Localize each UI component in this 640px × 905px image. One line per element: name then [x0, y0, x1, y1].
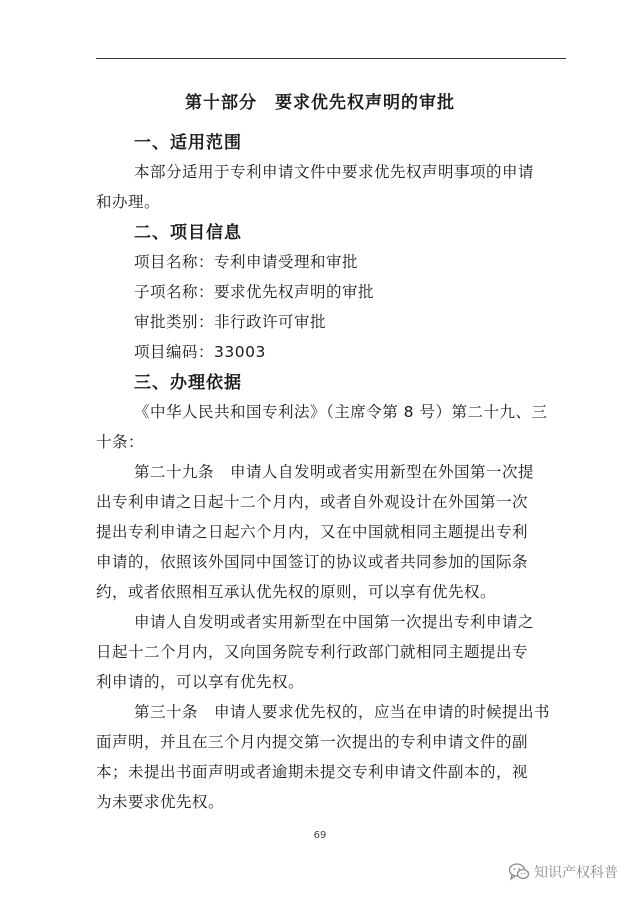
article29-line: 第二十九条 申请人自发明或者实用新型在外国第一次提 — [134, 463, 535, 481]
info-item-subname: 子项名称：要求优先权声明的审批 — [134, 283, 375, 301]
paragraph-line: 本部分适用于专利申请文件中要求优先权声明事项的申请 — [134, 163, 535, 181]
article30-line: 本；未提出书面声明或者逾期未提交专利申请文件副本的，视 — [96, 763, 529, 781]
page-number: 69 — [313, 830, 327, 841]
article29-p2-line: 利申请的，可以享有优先权。 — [96, 673, 305, 691]
header-rule — [96, 58, 566, 59]
article29-line: 提出专利申请之日起六个月内，又在中国就相同主题提出专利 — [96, 523, 529, 541]
info-item-category: 审批类别：非行政许可审批 — [134, 313, 327, 331]
info-item-name: 项目名称：专利申请受理和审批 — [134, 253, 359, 271]
section-heading-basis: 三、办理依据 — [134, 373, 242, 393]
article29-p2-line: 日起十二个月内，又向国务院专利行政部门就相同主题提出专 — [96, 643, 529, 661]
watermark-text: 知识产权科普 — [534, 865, 618, 881]
paragraph-line: 和办理。 — [96, 193, 161, 211]
article30-line: 面声明，并且在三个月内提交第一次提出的专利申请文件的副 — [96, 733, 529, 751]
info-item-code: 项目编码：33003 — [134, 343, 266, 361]
law-citation-line: 十条： — [96, 433, 145, 451]
wechat-official-account-icon — [508, 862, 530, 882]
law-citation-line: 《中华人民共和国专利法》（主席令第 8 号）第二十九、三 — [134, 403, 548, 421]
article29-line: 约，或者依照相互承认优先权的原则，可以享有优先权。 — [96, 583, 497, 601]
section-heading-scope: 一、适用范围 — [134, 133, 242, 153]
article29-p2-line: 申请人自发明或者实用新型在中国第一次提出专利申请之 — [134, 613, 535, 631]
article29-line: 申请的，依照该外国同中国签订的协议或者共同参加的国际条 — [96, 553, 529, 571]
section-heading-info: 二、项目信息 — [134, 223, 242, 243]
article30-line: 为未要求优先权。 — [96, 793, 225, 811]
page-title: 第十部分 要求优先权声明的审批 — [185, 93, 455, 113]
article29-line: 出专利申请之日起十二个月内，或者自外观设计在外国第一次 — [96, 493, 529, 511]
article30-line: 第三十条 申请人要求优先权的，应当在申请的时候提出书 — [134, 703, 551, 721]
watermark — [508, 862, 618, 882]
